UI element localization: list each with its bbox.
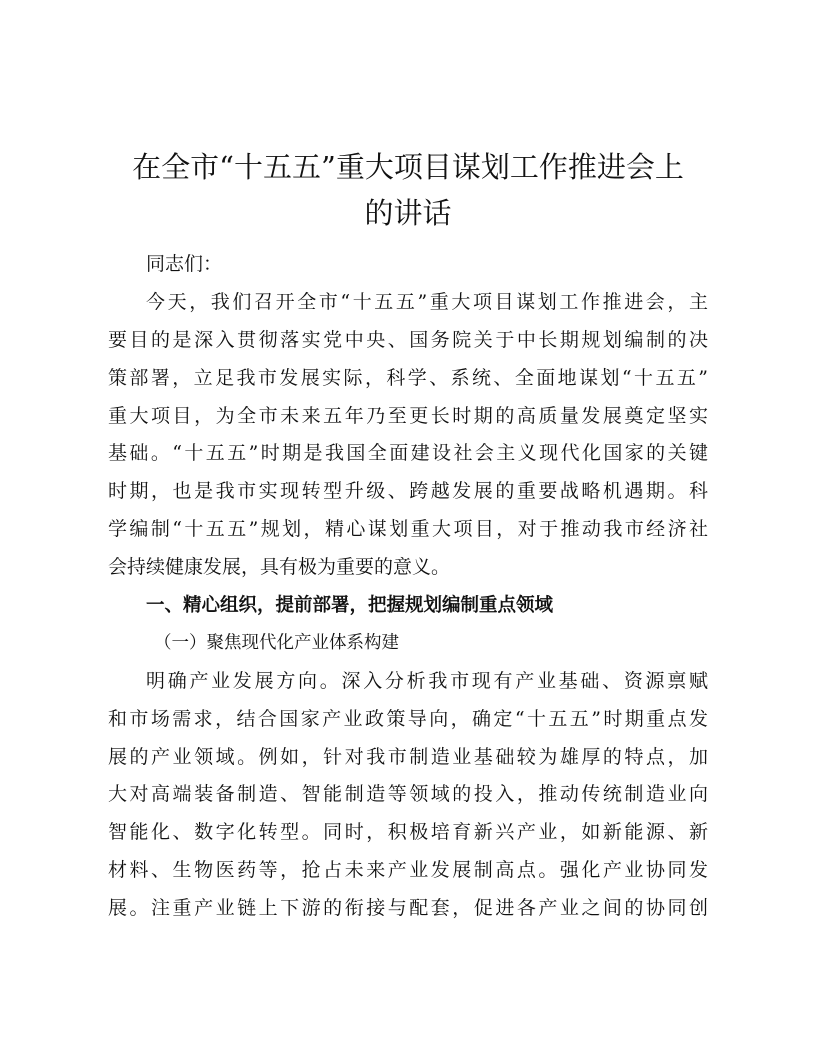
title-line-2: 的讲话 <box>364 196 452 230</box>
paragraph-line: 重大项目，为全市未来五年乃至更长时期的高质量发展奠定坚实 <box>108 404 708 427</box>
paragraph-line: 策部署，立足我市发展实际，科学、系统、全面地谋划“十五五” <box>108 366 708 389</box>
paragraph-line: 学编制“十五五”规划，精心谋划重大项目，对于推动我市经济社 <box>108 518 708 541</box>
paragraph-line: 明确产业发展方向。深入分析我市现有产业基础、资源禀赋 <box>146 669 708 692</box>
title-line-1: 在全市“十五五”重大项目谋划工作推进会上 <box>132 150 684 184</box>
document-body <box>108 246 708 928</box>
paragraph-line: 大对高端装备制造、智能制造等领域的投入，推动传统制造业向 <box>108 783 708 806</box>
section-heading-1: 一、精心组织，提前部署，把握规划编制重点领域 <box>146 595 554 617</box>
salutation: 同志们： <box>146 253 223 275</box>
paragraph-line: 今天，我们召开全市“十五五”重大项目谋划工作推进会，主 <box>146 290 708 313</box>
paragraph-line: 智能化、数字化转型。同时，积极培育新兴产业，如新能源、新 <box>108 821 708 844</box>
section-heading-2: （一）聚焦现代化产业体系构建 <box>154 632 399 653</box>
paragraph-line: 展的产业领域。例如，针对我市制造业基础较为雄厚的特点，加 <box>108 745 708 768</box>
paragraph-line: 和市场需求，结合国家产业政策导向，确定“十五五”时期重点发 <box>108 707 708 730</box>
paragraph-line: 要目的是深入贯彻落实党中央、国务院关于中长期规划编制的决 <box>108 328 708 351</box>
paragraph-line: 材料、生物医药等，抢占未来产业发展制高点。强化产业协同发 <box>108 859 708 882</box>
paragraph-line: 时期，也是我市实现转型升级、跨越发展的重要战略机遇期。科 <box>108 480 708 503</box>
paragraph-line: 基础。“十五五”时期是我国全面建设社会主义现代化国家的关键 <box>108 442 708 465</box>
paragraph-line: 会持续健康发展，具有极为重要的意义。 <box>108 556 451 579</box>
document-title <box>100 144 716 236</box>
paragraph-line: 展。注重产业链上下游的衔接与配套，促进各产业之间的协同创 <box>108 897 708 920</box>
